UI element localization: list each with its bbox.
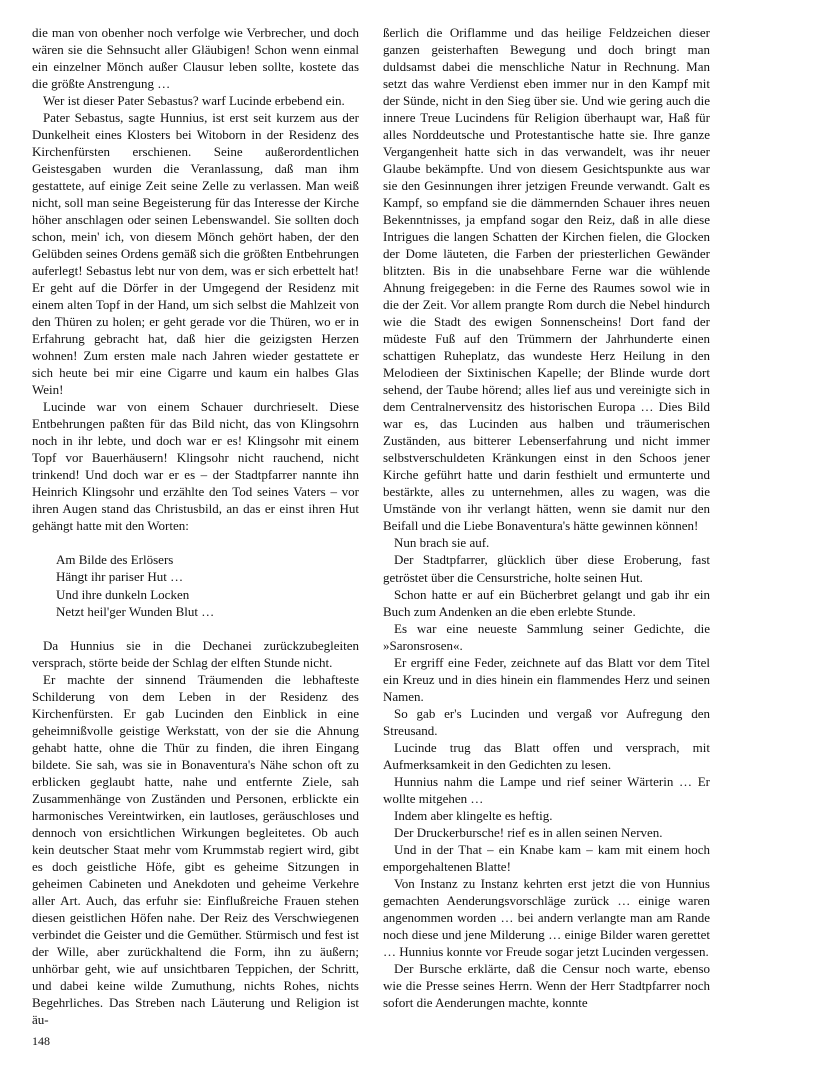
paragraph: Wer ist dieser Pater Sebastus? warf Lucinde erbebend ein. [43, 93, 345, 109]
paragraph: Der Bursche erklärte, daß die Censur noch warte, ebenso wie die Presse seines Herrn. Wenn der Herr Stadtpfarrer noch sofort die Aenderungen machte, konnte [383, 960, 710, 1010]
verse-line: Netzt heil'ger Wunden Blut … [56, 603, 215, 619]
verse-line: Am Bilde des Erlösers [56, 552, 174, 568]
paragraph: ßerlich die Oriflamme und das heilige Feldzeichen dieser ganzen geisterhaften Bewegung und doch bringt man duldsamst dabei die menschliche Natur in Rechnung. Man setzt das wahre Verdienst eben immer nur in den Kampf mit der Sünde, nicht in den Sieg über sie. Und wie gering auch die innere Treue Lucindens für Religion überhaupt war, Haß für alles Norddeutsche und Protestantische hatte sie. Ihre ganze Vergangenheit hatte sich in das verwandelt, was ihr neuer Glaube bekämpfte. Und von diesem Gesichtspunkte aus war sie den Gesinnungen ihrer jetzigen Freunde verwandt. Galt es Kampf, so empfand sie die dämmernden Schauer ihres neuen Bekenntnisses, ja empfand sogar den Reiz, daß in alle diese Intrigues die langen Schatten der Kirchen fielen, die Glocken der Dome läuteten, die Farben der priesterlichen Gewänder blitzten. Bis in die unabsehbare Ferne war die wühlende Ahnung freigegeben: in die Ferne des Raumes sowol wie in die der Zeit. Vor allem prangte Rom durch die Nebel hindurch wie die Stadt des ewigen Sonnenscheins! Dort fand der müdeste Fuß auf den Trümmern der Jahrhunderte einen schattigen Ruheplatz, das wundeste Herz Heilung in den Melodieen der Sixtinischen Kapelle; der Blinde wurde dort sehend, der Taube hörend; alles lief aus und vereinigte sich in dem Centralnervensitz des historischen Europa … Dies Bild war es, das Lucinden aus halben und träumerischen Zuständen, aus bitterer Lebenserfahrung und nicht immer selbstverschuldeten Kränkungen einst in den Schoos jener Kirche geführt hatte und darin festhielt und ermunterte und bestärkte, alles zu unternehmen, alles zu wagen, was die Umstände von ihr verlangt hätten, wenn sie damit nur den Beifall und die Liebe Bonaventura's hätte gewinnen können! [383, 25, 710, 534]
paragraph: Er ergriff eine Feder, zeichnete auf das Blatt vor dem Titel ein Kreuz und in dies hinein ein flammendes Herz und seinen Namen. [383, 654, 710, 704]
paragraph: Lucinde trug das Blatt offen und versprach, mit Aufmerksamkeit in den Gedichten zu lesen. [383, 739, 710, 772]
verse-block [56, 551, 359, 619]
paragraph: die man von obenher noch verfolge wie Verbrecher, und doch wären sie die Sehnsucht aller Gläubigen! Schon wenn einmal ein einzelner Mönch außer Clausur leben sollte, kostete das die größte Anstrengung … [32, 25, 359, 92]
paragraph: Der Druckerbursche! rief es in allen seinen Nerven. [394, 824, 663, 840]
page-number: 148 [32, 1034, 50, 1048]
paragraph: Nun brach sie auf. [394, 535, 490, 551]
left-column [32, 24, 359, 1028]
paragraph: Lucinde war von einem Schauer durchrieselt. Diese Entbehrungen paßten für das Bild nicht, das von Klingsohrn noch in ihr lebte, und doch war er es! Klingsohr mit einem Topf vor Bauerhäusern! Klingsohr nicht rauchend, nicht trinkend! Und doch war er es – der Stadtpfarrer nannte ihn Heinrich Klingsohr und erzählte den Tod seines Vaters – vor ihren Augen stand das Christusbild, an das er einst ihren Hut gehängt hatte mit den Worten: [32, 399, 359, 534]
paragraph: Da Hunnius sie in die Dechanei zurückzubegleiten versprach, störte beide der Schlag der elften Stunde nicht. [32, 637, 359, 670]
right-column [383, 24, 710, 1011]
paragraph: Indem aber klingelte es heftig. [394, 807, 553, 823]
paragraph: Von Instanz zu Instanz kehrten erst jetzt die von Hunnius gemachten Aenderungsvorschläge zurück … einige waren angenommen worden … bei andern verlangte man am Rande noch diese und jene Milderung … einige Bilder waren gerettet … Hunnius konnte vor Freude sogar jetzt Lucinden vergessen. [383, 875, 710, 959]
paragraph: Er machte der sinnend Träumenden die lebhafteste Schilderung von dem Leben in der Residenz des Kirchenfürsten. Er gab Lucinden den Einblick in eine geheimnißvolle geistige Werkstatt, von der sie die Ahnung gehabt hatte, ohne die Thür zu finden, die ihren Eingang bildete. Sie sah, was sie in Bonaventura's Nähe schon oft zu erblicken geglaubt hatte, nahe und entfernte Ziele, sah Zusammenhänge von Zuständen und Personen, erblickte ein harmonisches Vereintwirken, ein lautloses, geräuschloses und dennoch von ersichtlichen Wirkungen begleitetes. Ob auch kein deutscher Staat mehr vom Krummstab regiert wird, gibt es doch geistliche Höfe, gibt es geheime Sitzungen in geheimen Cabineten und Anekdoten und geheime Verkehre aller Art. Auch, das erfuhr sie: Einflußreiche Frauen stehen diesen geistlichen Höfen nahe. Der Reiz des Verschwiegenen verbindet die Geister und die Gemüther. Stürmisch und fest ist der Wille, aber zurückhaltend die Form, ihn zu äußern; unhörbar geht, wie auf unsichtbaren Teppichen, der Schritt, und dabei keine wilde Zumuthung, nichts Rohes, nichts Begehrliches. Das Streben nach Läuterung und Religion ist äu- [32, 671, 359, 1027]
paragraph: Und in der That – ein Knabe kam – kam mit einem hoch emporgehaltenen Blatte! [383, 841, 710, 874]
verse-line: Und ihre dunkeln Locken [56, 586, 190, 602]
verse-line: Hängt ihr pariser Hut … [56, 569, 184, 585]
paragraph: Schon hatte er auf ein Bücherbret gelangt und gab ihr ein Buch zum Andenken an die eben erlebte Stunde. [383, 586, 710, 619]
paragraph: Es war eine neueste Sammlung seiner Gedichte, die »Saronsrosen«. [383, 620, 710, 653]
paragraph: Der Stadtpfarrer, glücklich über diese Eroberung, fast getröstet über die Censurstriche, holte seinen Hut. [383, 552, 710, 585]
paragraph: Pater Sebastus, sagte Hunnius, ist erst seit kurzem aus der Dunkelheit eines Klosters bei Witoborn in der Residenz des Kirchenfürsten erschienen. Seine außerordentlichen Geistesgaben wurden die Veranlassung, daß man ihm gestattete, auf einige Zeit seine Zelle zu verlassen. Man weiß nicht, soll man seine Begeisterung für das Interesse der Kirche höher anschlagen oder seinen Lebenswandel. Sie sollten doch schon, mein' ich, von diesem Mönch gehört haben, der den Gelübden seines Ordens gemäß sich die größten Entbehrungen auferlegt! Sebastus lebt nur von dem, was er sich erbettelt hat! Er geht auf die Dörfer in der Umgegend der Residenz mit einem alten Topf in der Hand, um sich selbst die Mahlzeit von den Thüren zu holen; er geht gerade vor die Thüren, wo er in Erfahrung gebracht hat, daß hier die geizigsten Herzen wohnen! Zum ersten male nach Jahren wieder gestattete er sich heute bei mir eine Cigarre und kaum ein halbes Glas Wein! [32, 110, 359, 398]
paragraph: Hunnius nahm die Lampe und rief seiner Wärterin … Er wollte mitgehen … [383, 773, 710, 806]
paragraph: So gab er's Lucinden und vergaß vor Aufregung den Streusand. [383, 705, 710, 738]
